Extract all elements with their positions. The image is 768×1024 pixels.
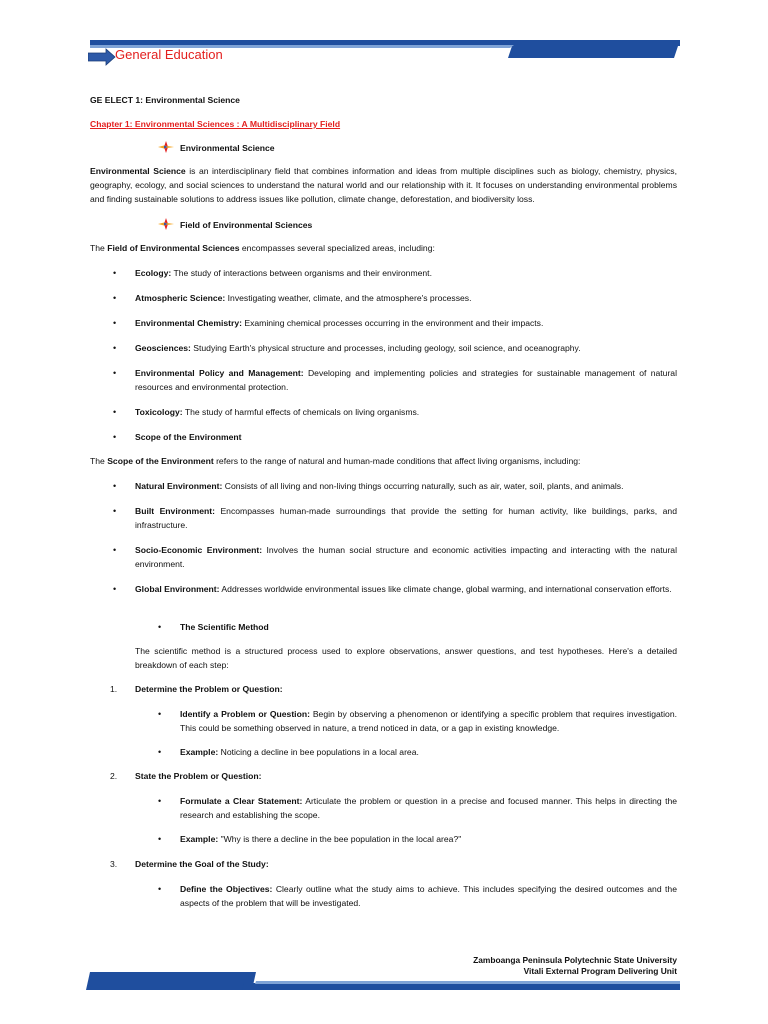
pin-icon (158, 141, 174, 153)
text: Investigating weather, climate, and the atmosphere's processes. (225, 293, 472, 303)
text: Begin by observing a phenomenon or identifying a specific problem that requires investigation. This could be something observed in nature, a trend noticed in data, or a gap in existing knowledge. (180, 709, 677, 733)
paragraph-scope-intro (90, 454, 677, 468)
step-number: 2. (110, 771, 118, 781)
list-item (135, 341, 677, 355)
text: The study of interactions between organisms and their environment. (171, 268, 432, 278)
bullet: • (113, 432, 117, 442)
sub-item (180, 745, 677, 759)
term: Example: (180, 834, 219, 844)
bullet: • (158, 747, 162, 757)
bullet: • (113, 407, 117, 417)
text: Studying Earth's physical structure and processes, including geology, soil science, and oceanography. (190, 343, 581, 353)
bullet: • (113, 268, 117, 278)
bullet: • (158, 796, 162, 806)
bullet: • (113, 481, 117, 491)
list-item (135, 405, 677, 419)
term: Field of Environmental Sciences (107, 243, 240, 253)
bullet: • (158, 834, 162, 844)
list-item (135, 366, 677, 394)
term: Formulate a Clear Statement: (180, 796, 303, 806)
bullet: • (113, 293, 117, 303)
text: Consists of all living and non-living things occurring naturally, such as air, water, soil, plants, and animals. (222, 481, 624, 491)
sub-item (180, 882, 677, 910)
bullet: • (113, 584, 117, 594)
text: "Why is there a decline in the bee population in the local area?" (218, 834, 462, 844)
bullet: • (158, 622, 162, 632)
text: Developing and implementing policies and strategies for sustainable management of natural resources and environmental protection. (135, 368, 677, 392)
sub-item (180, 707, 677, 735)
text: Articulate the problem or question in a precise and focused manner. This helps in directing the research and establishing the scope. (180, 796, 678, 820)
term: Toxicology: (135, 407, 183, 417)
step-title: Determine the Problem or Question: (135, 684, 283, 694)
sub-item (180, 794, 677, 822)
text: Clearly outline what the study aims to achieve. This includes specifying the desired outcomes and the aspects of the problem that will be investigated. (180, 884, 677, 908)
footer-bar (84, 970, 680, 990)
header-title: General Education (115, 47, 223, 62)
section-heading-field (158, 218, 312, 232)
paragraph-environmental-science (90, 164, 677, 206)
list-item-scope-heading: Scope of the Environment (135, 432, 242, 442)
sub-item (180, 832, 677, 846)
text: refers to the range of natural and human-made conditions that affect living organisms, including: (213, 456, 581, 466)
term: Atmospheric Science: (135, 293, 226, 303)
list-item (135, 479, 677, 493)
bullet: • (113, 368, 117, 378)
term: Built Environment: (135, 506, 215, 516)
step-title: State the Problem or Question: (135, 771, 262, 781)
text: Involves the human social structure and economic activities impacting and interacting with the natural environment. (135, 545, 678, 569)
text: Addresses worldwide environmental issues like climate change, global warming, and international conservation efforts. (219, 584, 672, 594)
term: Scope of the Environment (107, 456, 214, 466)
bullet: • (113, 506, 117, 516)
term: Environmental Policy and Management: (135, 368, 304, 378)
list-item (135, 543, 677, 571)
list-item (135, 504, 677, 532)
bullet: • (113, 318, 117, 328)
text: The (90, 456, 108, 466)
term: Geosciences: (135, 343, 191, 353)
scientific-method-heading: The Scientific Method (180, 622, 269, 632)
step-number: 1. (110, 684, 118, 694)
term: Natural Environment: (135, 481, 223, 491)
bullet: • (113, 545, 117, 555)
step-number: 3. (110, 859, 118, 869)
term: Global Environment: (135, 584, 220, 594)
step-title: Determine the Goal of the Study: (135, 859, 269, 869)
text: Examining chemical processes occurring in the environment and their impacts. (241, 318, 544, 328)
bullet: • (158, 709, 162, 719)
term: Identify a Problem or Question: (180, 709, 310, 719)
term: Ecology: (135, 268, 172, 278)
course-title: GE ELECT 1: Environmental Science (90, 95, 240, 105)
footer-university: Zamboanga Peninsula Polytechnic State University (473, 955, 677, 965)
term: Define the Objectives: (180, 884, 273, 894)
text: Noticing a decline in bee populations in a local area. (218, 747, 419, 757)
list-item (135, 266, 677, 280)
bullet: • (158, 884, 162, 894)
term: Environmental Science (90, 166, 186, 176)
term: Example: (180, 747, 219, 757)
term: Environmental Chemistry: (135, 318, 242, 328)
chapter-title: Chapter 1: Environmental Sciences : A Multidisciplinary Field (90, 119, 341, 129)
pin-icon (158, 218, 174, 230)
section-heading-text: Field of Environmental Sciences (180, 220, 313, 230)
term: Socio-Economic Environment: (135, 545, 263, 555)
text: The study of harmful effects of chemicals on living organisms. (182, 407, 420, 417)
list-item (135, 291, 677, 305)
bullet: • (113, 343, 117, 353)
text: encompasses several specialized areas, including: (239, 243, 435, 253)
section-heading-text: Environmental Science (180, 143, 275, 153)
arrow-icon (88, 48, 116, 66)
list-item (135, 316, 677, 330)
text: Encompasses human-made surroundings that provide the setting for human activity, like buildings, parks, and infrastructure. (135, 506, 677, 530)
paragraph-field-intro (90, 241, 677, 255)
footer-unit: Vitali External Program Delivering Unit (523, 966, 677, 976)
text: The (90, 243, 108, 253)
paragraph-text: is an interdisciplinary field that combines information and ideas from multiple disciplines such as biology, chemistry, physics, geography, ecology, and social sciences to understand the natural world and our relationship with it. It focuses on understanding environmental problems and finding sustainable solutions to address issues like pollution, climate change, deforestation, and biodiversity loss. (90, 166, 677, 204)
section-heading-environmental-science (158, 141, 275, 155)
paragraph-scientific-method: The scientific method is a structured process used to explore observations, answer questions, and test hypotheses. Here's a detailed breakdown of each step: (135, 646, 677, 670)
list-item (135, 582, 677, 596)
